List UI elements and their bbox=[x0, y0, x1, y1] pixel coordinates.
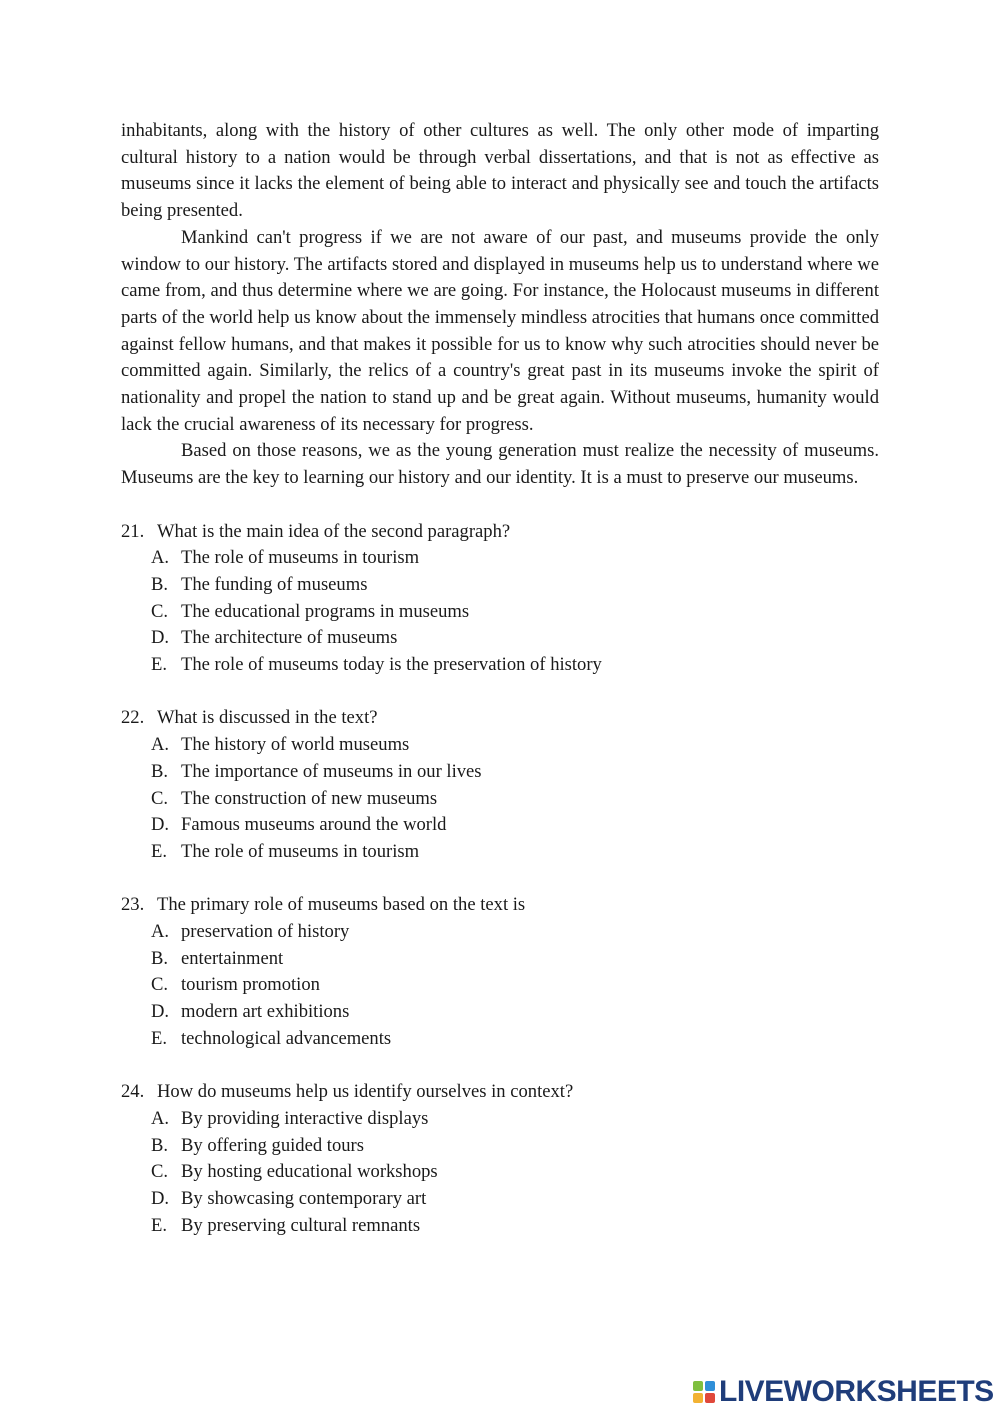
option-letter: B. bbox=[151, 573, 169, 595]
option-text: By preserving cultural remnants bbox=[181, 1214, 421, 1236]
worksheet-page bbox=[121, 118, 879, 1239]
question-number: 24. bbox=[121, 1081, 145, 1103]
question-number: 23. bbox=[121, 894, 145, 916]
answer-option bbox=[121, 812, 879, 839]
answer-option bbox=[121, 732, 879, 759]
option-letter: E. bbox=[151, 1214, 168, 1236]
option-text: The funding of museums bbox=[181, 573, 368, 595]
answer-option bbox=[121, 919, 879, 946]
option-letter: B. bbox=[151, 947, 169, 969]
question-number: 22. bbox=[121, 707, 145, 729]
option-letter: D. bbox=[151, 1188, 170, 1210]
question-text: What is discussed in the text? bbox=[157, 707, 378, 729]
option-text: entertainment bbox=[181, 947, 284, 969]
logo-tile-3 bbox=[693, 1393, 703, 1403]
question-stem bbox=[121, 519, 879, 546]
option-letter: A. bbox=[151, 547, 170, 569]
option-text: By showcasing contemporary art bbox=[181, 1188, 427, 1210]
question-2 bbox=[121, 705, 879, 865]
answer-option bbox=[121, 1159, 879, 1186]
question-number: 21. bbox=[121, 520, 145, 542]
option-text: The architecture of museums bbox=[181, 627, 398, 649]
question-1 bbox=[121, 519, 879, 679]
logo-tile-4 bbox=[705, 1393, 715, 1403]
passage-paragraph-2: Mankind can't progress if we are not aware of our past, and museums provide the only window to our history. The artifacts stored and displayed in museums help us to understand where we came from, and thus determine where we are going. For instance, the Holocaust museums in different parts of the world help us know about the immensely mindless atrocities that humans once committed against fellow humans, and that makes it possible for us to know why such atrocities should never be committed again. Similarly, the relics of a country's great past in its museums invoke the spirit of nationality and propel the nation to stand up and be great again. Without museums, humanity would lack the crucial awareness of its necessary for progress. bbox=[121, 226, 879, 435]
option-letter: A. bbox=[151, 921, 170, 943]
option-text: The role of museums in tourism bbox=[181, 840, 420, 862]
option-letter: E. bbox=[151, 1027, 168, 1049]
option-letter: C. bbox=[151, 974, 169, 996]
option-letter: C. bbox=[151, 600, 169, 622]
option-letter: A. bbox=[151, 734, 170, 756]
logo-tile-1 bbox=[693, 1381, 703, 1391]
answer-option bbox=[121, 786, 879, 813]
option-letter: D. bbox=[151, 1001, 170, 1023]
option-letter: E. bbox=[151, 840, 168, 862]
option-letter: C. bbox=[151, 787, 169, 809]
question-text: What is the main idea of the second paragraph? bbox=[157, 520, 511, 542]
option-text: The role of museums in tourism bbox=[181, 547, 420, 569]
option-text: technological advancements bbox=[181, 1027, 392, 1049]
answer-option bbox=[121, 572, 879, 599]
answer-option bbox=[121, 1026, 879, 1053]
option-letter: A. bbox=[151, 1107, 170, 1129]
option-text: The construction of new museums bbox=[181, 787, 438, 809]
answer-option bbox=[121, 972, 879, 999]
option-letter: D. bbox=[151, 627, 170, 649]
answer-option bbox=[121, 1106, 879, 1133]
question-stem bbox=[121, 1079, 879, 1106]
option-letter: E. bbox=[151, 654, 168, 676]
answer-option bbox=[121, 599, 879, 626]
questions-list bbox=[121, 519, 879, 1240]
option-letter: C. bbox=[151, 1161, 169, 1183]
question-stem bbox=[121, 892, 879, 919]
option-text: The history of world museums bbox=[181, 734, 410, 756]
liveworksheets-logo-icon bbox=[693, 1381, 715, 1403]
option-text: The importance of museums in our lives bbox=[181, 760, 482, 782]
logo-tile-2 bbox=[705, 1381, 715, 1391]
passage-paragraph-3: Based on those reasons, we as the young generation must realize the necessity of museums. Museums are the key to learning our history and our identity. It is a must to preserve our museums. bbox=[121, 440, 879, 489]
answer-option bbox=[121, 1186, 879, 1213]
answer-option bbox=[121, 545, 879, 572]
liveworksheets-wordmark: LIVEWORKSHEETS bbox=[719, 1375, 994, 1408]
answer-option bbox=[121, 652, 879, 679]
answer-option bbox=[121, 946, 879, 973]
answer-option bbox=[121, 1133, 879, 1160]
answer-option bbox=[121, 999, 879, 1026]
option-text: modern art exhibitions bbox=[181, 1001, 350, 1023]
option-text: preservation of history bbox=[181, 921, 350, 943]
question-text: The primary role of museums based on the text is bbox=[157, 894, 526, 916]
option-text: By offering guided tours bbox=[181, 1134, 364, 1156]
option-text: The educational programs in museums bbox=[181, 600, 470, 622]
question-3 bbox=[121, 892, 879, 1052]
passage-paragraph-1: inhabitants, along with the history of other cultures as well. The only other mode of imparting cultural history to a nation would be through verbal dissertations, and that is not as effective as museums since it lacks the element of being able to interact and physically see and touch the artifacts being presented. bbox=[121, 120, 879, 222]
answer-option bbox=[121, 625, 879, 652]
question-4 bbox=[121, 1079, 879, 1239]
answer-option bbox=[121, 1213, 879, 1240]
option-text: By hosting educational workshops bbox=[181, 1161, 438, 1183]
option-text: By providing interactive displays bbox=[181, 1107, 429, 1129]
answer-option bbox=[121, 839, 879, 866]
liveworksheets-watermark bbox=[693, 1375, 994, 1409]
question-text: How do museums help us identify ourselves in context? bbox=[157, 1081, 574, 1103]
question-stem bbox=[121, 705, 879, 732]
option-letter: D. bbox=[151, 814, 170, 836]
option-letter: B. bbox=[151, 760, 169, 782]
option-text: The role of museums today is the preservation of history bbox=[181, 654, 602, 676]
answer-option bbox=[121, 759, 879, 786]
option-letter: B. bbox=[151, 1134, 169, 1156]
option-text: tourism promotion bbox=[181, 974, 320, 996]
option-text: Famous museums around the world bbox=[181, 814, 447, 836]
